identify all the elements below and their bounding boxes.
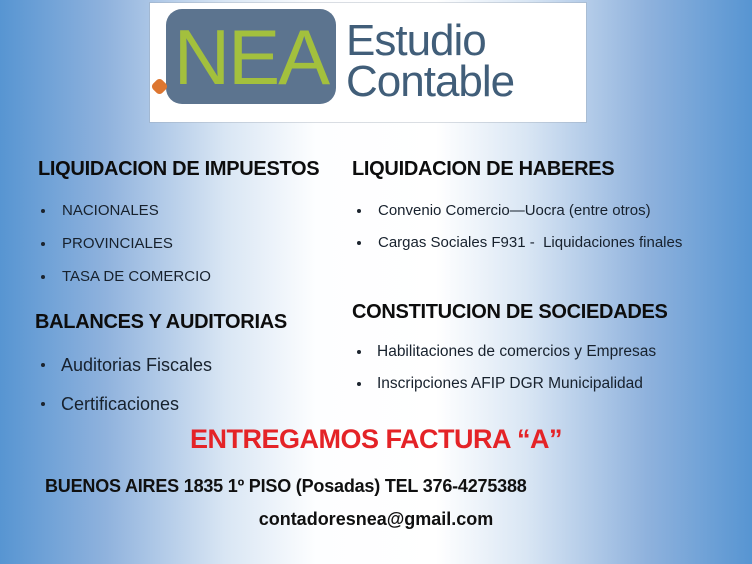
section-title: BALANCES Y AUDITORIAS bbox=[35, 311, 287, 333]
logo bbox=[150, 3, 586, 122]
list-item bbox=[38, 202, 358, 220]
list-item bbox=[38, 268, 358, 286]
list-item bbox=[35, 393, 355, 415]
list-item bbox=[35, 354, 355, 376]
section-list bbox=[38, 202, 358, 286]
factura-highlight: ENTREGAMOS FACTURA “A” bbox=[190, 424, 562, 454]
email-address: contadoresnea@gmail.com bbox=[258, 509, 494, 529]
list-item bbox=[38, 235, 358, 253]
list-item-label: Certificaciones bbox=[61, 394, 180, 414]
list-item bbox=[352, 234, 742, 252]
list-item-label: Convenio Comercio—Uocra (entre otros) bbox=[378, 202, 651, 219]
bullet-icon bbox=[357, 241, 361, 245]
section-list bbox=[352, 342, 742, 393]
logo-name-line2: Contable bbox=[346, 57, 515, 106]
list-item-label: Auditorias Fiscales bbox=[61, 355, 213, 375]
list-item bbox=[352, 374, 742, 393]
bullet-icon bbox=[41, 275, 45, 279]
nea-badge bbox=[166, 9, 336, 104]
list-item-label: Habilitaciones de comercios y Empresas bbox=[377, 343, 657, 360]
list-item-label: Cargas Sociales F931 - Liquidaciones finales bbox=[378, 234, 683, 251]
list-item-label: Inscripciones AFIP DGR Municipalidad bbox=[377, 375, 643, 392]
bullet-icon bbox=[41, 363, 45, 367]
logo-name-line1: Estudio bbox=[346, 16, 486, 65]
bullet-icon bbox=[41, 242, 45, 246]
address-line: BUENOS AIRES 1835 1º PISO (Posadas) TEL 376-4275388 bbox=[45, 476, 527, 496]
list-item-label: NACIONALES bbox=[62, 202, 159, 219]
section-title: CONSTITUCION DE SOCIEDADES bbox=[352, 301, 668, 323]
bullet-icon bbox=[357, 209, 361, 213]
bullet-icon bbox=[41, 402, 45, 406]
list-item-label: PROVINCIALES bbox=[62, 235, 173, 252]
section-list bbox=[35, 354, 355, 415]
section-list bbox=[352, 202, 742, 252]
bullet-icon bbox=[357, 382, 361, 386]
list-item bbox=[352, 342, 742, 361]
section-sociedades bbox=[352, 300, 742, 406]
list-item bbox=[352, 202, 742, 220]
section-title: LIQUIDACION DE HABERES bbox=[352, 158, 615, 180]
bullet-icon bbox=[41, 209, 45, 213]
section-impuestos bbox=[38, 157, 358, 301]
nea-acronym: NEA bbox=[173, 13, 329, 101]
section-balances bbox=[35, 310, 355, 432]
list-item-label: TASA DE COMERCIO bbox=[62, 268, 211, 285]
section-title: LIQUIDACION DE IMPUESTOS bbox=[38, 158, 320, 180]
logo-name bbox=[346, 16, 515, 106]
bullet-icon bbox=[357, 350, 361, 354]
section-haberes bbox=[352, 157, 742, 266]
